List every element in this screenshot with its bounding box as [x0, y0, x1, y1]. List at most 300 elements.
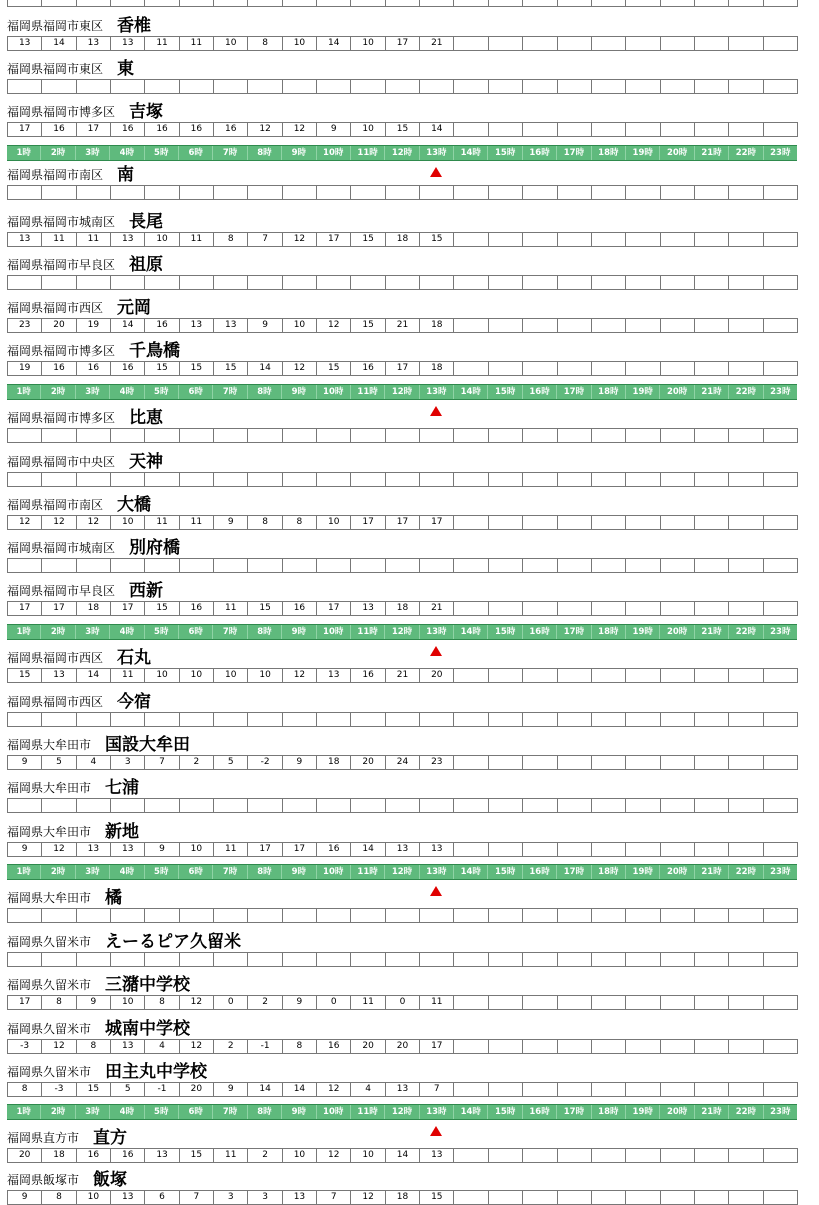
station-name: 田主丸中学校 — [105, 1062, 208, 1082]
value-cell — [317, 909, 351, 923]
hour-label: 4時 — [110, 865, 144, 879]
value-cell — [592, 1040, 626, 1054]
value-cell — [626, 429, 660, 443]
value-cell: 3 — [248, 1191, 282, 1205]
value-cell — [386, 0, 420, 7]
hour-label: 10時 — [317, 625, 351, 639]
hour-label: 12時 — [385, 146, 419, 160]
value-cell — [695, 996, 729, 1010]
value-cell: 20 — [386, 1040, 420, 1054]
value-cell: 9 — [317, 123, 351, 137]
value-cell — [626, 37, 660, 51]
value-cell: 2 — [248, 996, 282, 1010]
value-cell: 13 — [42, 669, 76, 683]
value-cell — [729, 602, 763, 616]
value-cell — [489, 909, 523, 923]
value-cell — [661, 233, 695, 247]
value-cell — [386, 909, 420, 923]
value-cell — [661, 473, 695, 487]
value-cell — [454, 1149, 488, 1163]
value-cell: 12 — [180, 1040, 214, 1054]
value-cell — [592, 1083, 626, 1097]
value-cell — [729, 276, 763, 290]
hour-label: 12時 — [385, 1105, 419, 1119]
value-cell: 0 — [317, 996, 351, 1010]
value-cell — [558, 1149, 592, 1163]
value-cell: 8 — [283, 1040, 317, 1054]
value-cell — [523, 1040, 557, 1054]
value-cell — [145, 799, 179, 813]
hour-label: 22時 — [729, 146, 763, 160]
current-hour-marker-icon — [430, 886, 442, 896]
value-cell — [283, 713, 317, 727]
value-cell — [77, 429, 111, 443]
hour-label: 19時 — [626, 625, 660, 639]
station-name: 石丸 — [117, 648, 152, 668]
value-cell: 11 — [180, 516, 214, 530]
value-cell — [729, 756, 763, 770]
value-cell: 20 — [420, 669, 454, 683]
value-cell — [248, 713, 282, 727]
value-cell: 17 — [386, 362, 420, 376]
hour-label: 2時 — [41, 385, 75, 399]
hour-label: 21時 — [695, 865, 729, 879]
hour-label: 10時 — [317, 385, 351, 399]
value-cell — [214, 80, 248, 94]
value-cell — [145, 473, 179, 487]
value-cell — [248, 429, 282, 443]
value-cell — [558, 276, 592, 290]
value-cell: 13 — [214, 319, 248, 333]
station-name: 比恵 — [129, 408, 164, 428]
hour-label: 16時 — [523, 865, 557, 879]
hour-label: 3時 — [76, 865, 110, 879]
value-cell: 8 — [145, 996, 179, 1010]
hour-label: 13時 — [420, 146, 454, 160]
value-cell — [180, 713, 214, 727]
value-cell — [764, 123, 798, 137]
hour-label: 8時 — [248, 1105, 282, 1119]
hour-label: 20時 — [660, 865, 694, 879]
hour-label: 13時 — [420, 625, 454, 639]
value-cell — [523, 276, 557, 290]
value-cell: 12 — [77, 516, 111, 530]
value-cell — [420, 0, 454, 7]
hour-header-bar — [7, 145, 797, 161]
value-cell — [317, 186, 351, 200]
value-cell — [454, 909, 488, 923]
hour-label: 11時 — [351, 625, 385, 639]
value-cell — [386, 80, 420, 94]
value-cell — [454, 1191, 488, 1205]
value-cell — [592, 799, 626, 813]
value-cell — [523, 319, 557, 333]
value-cell — [695, 559, 729, 573]
value-cell — [351, 799, 385, 813]
value-cell: 12 — [42, 516, 76, 530]
hourly-values-row — [7, 601, 798, 616]
value-cell — [386, 713, 420, 727]
value-cell — [523, 473, 557, 487]
value-cell — [386, 276, 420, 290]
value-cell — [523, 0, 557, 7]
value-cell: 13 — [111, 1191, 145, 1205]
hour-label: 10時 — [317, 146, 351, 160]
value-cell — [489, 1149, 523, 1163]
hour-header-bar — [7, 384, 797, 400]
value-cell: 13 — [8, 233, 42, 247]
value-cell — [248, 80, 282, 94]
value-cell — [592, 319, 626, 333]
station-name: 元岡 — [117, 298, 152, 318]
hour-label: 23時 — [770, 148, 791, 158]
value-cell — [111, 799, 145, 813]
hour-label: 16時 — [523, 1105, 557, 1119]
value-cell: 10 — [248, 669, 282, 683]
value-cell — [386, 429, 420, 443]
value-cell — [695, 186, 729, 200]
value-cell: 13 — [351, 602, 385, 616]
value-cell: 17 — [420, 1040, 454, 1054]
value-cell: 10 — [180, 843, 214, 857]
value-cell — [558, 319, 592, 333]
value-cell: 14 — [77, 669, 111, 683]
value-cell — [558, 1083, 592, 1097]
station-region: 福岡県大牟田市 — [7, 738, 92, 752]
value-cell — [489, 319, 523, 333]
value-cell — [695, 429, 729, 443]
hour-label: 17時 — [557, 865, 591, 879]
value-cell — [317, 953, 351, 967]
hour-label: 8時 — [248, 146, 282, 160]
hourly-values-row — [7, 36, 798, 51]
value-cell — [351, 80, 385, 94]
value-cell: 18 — [386, 1191, 420, 1205]
value-cell — [558, 1040, 592, 1054]
hourly-values-row — [7, 428, 798, 443]
value-cell — [523, 1083, 557, 1097]
value-cell — [661, 80, 695, 94]
station-region: 福岡県福岡市城南区 — [7, 541, 116, 555]
hour-label: 15時 — [488, 146, 522, 160]
value-cell — [489, 37, 523, 51]
hour-label: 6時 — [179, 1105, 213, 1119]
hourly-values-row — [7, 798, 798, 813]
value-cell — [77, 186, 111, 200]
value-cell — [454, 362, 488, 376]
value-cell: -3 — [42, 1083, 76, 1097]
value-cell — [558, 843, 592, 857]
value-cell: 16 — [180, 602, 214, 616]
value-cell: 10 — [283, 1149, 317, 1163]
value-cell — [214, 276, 248, 290]
value-cell — [695, 276, 729, 290]
hour-label: 3時 — [76, 625, 110, 639]
value-cell — [420, 559, 454, 573]
value-cell — [145, 559, 179, 573]
value-cell: 9 — [283, 756, 317, 770]
hourly-values-row — [7, 275, 798, 290]
value-cell — [523, 799, 557, 813]
value-cell: 14 — [351, 843, 385, 857]
value-cell — [489, 559, 523, 573]
hour-label: 23時 — [770, 627, 791, 637]
value-cell — [661, 843, 695, 857]
value-cell — [626, 186, 660, 200]
hour-label: 3時 — [76, 385, 110, 399]
value-cell — [386, 186, 420, 200]
value-cell — [77, 953, 111, 967]
value-cell — [42, 559, 76, 573]
value-cell: 18 — [420, 362, 454, 376]
value-cell — [523, 953, 557, 967]
value-cell: 11 — [180, 37, 214, 51]
station-region: 福岡県福岡市城南区 — [7, 215, 116, 229]
value-cell — [214, 0, 248, 7]
value-cell — [523, 1149, 557, 1163]
value-cell — [180, 429, 214, 443]
value-cell — [351, 713, 385, 727]
value-cell: 20 — [180, 1083, 214, 1097]
value-cell — [42, 186, 76, 200]
hour-label: 1時 — [7, 625, 41, 639]
station-region: 福岡県大牟田市 — [7, 781, 92, 795]
value-cell — [626, 996, 660, 1010]
hour-label: 7時 — [213, 385, 247, 399]
value-cell — [695, 843, 729, 857]
hour-label: 23時 — [770, 1107, 791, 1117]
value-cell — [695, 37, 729, 51]
value-cell — [523, 80, 557, 94]
value-cell: 16 — [111, 1149, 145, 1163]
value-cell — [77, 0, 111, 7]
value-cell: 16 — [77, 1149, 111, 1163]
value-cell — [729, 799, 763, 813]
value-cell — [454, 713, 488, 727]
value-cell — [764, 909, 798, 923]
value-cell — [523, 37, 557, 51]
value-cell — [8, 473, 42, 487]
value-cell: 7 — [180, 1191, 214, 1205]
value-cell: 11 — [351, 996, 385, 1010]
value-cell — [592, 909, 626, 923]
value-cell: 16 — [317, 843, 351, 857]
value-cell: 16 — [111, 123, 145, 137]
value-cell — [626, 953, 660, 967]
value-cell: 8 — [77, 1040, 111, 1054]
value-cell: 2 — [214, 1040, 248, 1054]
value-cell: 17 — [386, 516, 420, 530]
value-cell — [661, 953, 695, 967]
value-cell — [180, 953, 214, 967]
value-cell — [8, 559, 42, 573]
value-cell: 15 — [145, 602, 179, 616]
value-cell — [317, 559, 351, 573]
value-cell — [764, 516, 798, 530]
value-cell — [695, 1040, 729, 1054]
value-cell: 14 — [111, 319, 145, 333]
value-cell — [764, 713, 798, 727]
value-cell: 15 — [77, 1083, 111, 1097]
value-cell: 14 — [386, 1149, 420, 1163]
value-cell: 10 — [214, 669, 248, 683]
value-cell — [661, 996, 695, 1010]
value-cell — [729, 80, 763, 94]
value-cell: 9 — [8, 756, 42, 770]
value-cell — [283, 186, 317, 200]
value-cell — [351, 953, 385, 967]
value-cell — [626, 473, 660, 487]
hour-label: 8時 — [248, 625, 282, 639]
station-region: 福岡県福岡市南区 — [7, 168, 104, 182]
value-cell: -3 — [8, 1040, 42, 1054]
value-cell — [283, 559, 317, 573]
value-cell — [180, 0, 214, 7]
value-cell — [558, 713, 592, 727]
value-cell: 15 — [145, 362, 179, 376]
value-cell — [764, 362, 798, 376]
value-cell — [592, 669, 626, 683]
value-cell: 4 — [145, 1040, 179, 1054]
current-hour-marker-icon — [430, 167, 442, 177]
value-cell — [764, 799, 798, 813]
value-cell: 2 — [180, 756, 214, 770]
value-cell: 13 — [420, 843, 454, 857]
value-cell — [351, 276, 385, 290]
value-cell — [454, 233, 488, 247]
value-cell — [420, 186, 454, 200]
value-cell — [558, 1191, 592, 1205]
hour-header-bar — [7, 624, 797, 640]
hour-label: 9時 — [282, 1105, 316, 1119]
value-cell — [248, 473, 282, 487]
hour-label: 1時 — [7, 1105, 41, 1119]
hour-label: 22時 — [729, 1105, 763, 1119]
value-cell: 10 — [111, 516, 145, 530]
value-cell — [351, 429, 385, 443]
value-cell: 2 — [248, 1149, 282, 1163]
value-cell — [77, 909, 111, 923]
value-cell — [729, 669, 763, 683]
value-cell — [661, 1191, 695, 1205]
hour-label: 6時 — [179, 865, 213, 879]
station-name: 祖原 — [129, 255, 164, 275]
value-cell: 8 — [283, 516, 317, 530]
value-cell — [626, 516, 660, 530]
value-cell — [180, 559, 214, 573]
value-cell — [8, 429, 42, 443]
value-cell — [248, 276, 282, 290]
value-cell — [111, 953, 145, 967]
value-cell — [77, 80, 111, 94]
value-cell — [283, 473, 317, 487]
value-cell — [77, 473, 111, 487]
hour-label: 21時 — [695, 625, 729, 639]
station-region: 福岡県久留米市 — [7, 978, 92, 992]
hour-label: 1時 — [7, 865, 41, 879]
value-cell — [454, 80, 488, 94]
value-cell — [420, 909, 454, 923]
value-cell — [558, 186, 592, 200]
value-cell — [77, 799, 111, 813]
value-cell — [592, 996, 626, 1010]
value-cell — [180, 799, 214, 813]
value-cell — [626, 123, 660, 137]
hour-label: 5時 — [145, 146, 179, 160]
value-cell — [351, 473, 385, 487]
hour-label: 12時 — [385, 625, 419, 639]
value-cell — [626, 0, 660, 7]
value-cell — [764, 429, 798, 443]
value-cell — [145, 909, 179, 923]
value-cell — [8, 186, 42, 200]
value-cell — [558, 909, 592, 923]
station-region: 福岡県大牟田市 — [7, 891, 92, 905]
value-cell — [695, 1149, 729, 1163]
value-cell: 17 — [42, 602, 76, 616]
value-cell: 17 — [8, 602, 42, 616]
value-cell — [77, 276, 111, 290]
hour-label: 20時 — [660, 146, 694, 160]
hour-label: 18時 — [592, 1105, 626, 1119]
value-cell: 12 — [248, 123, 282, 137]
value-cell — [729, 843, 763, 857]
value-cell: 14 — [420, 123, 454, 137]
value-cell — [661, 602, 695, 616]
value-cell — [523, 233, 557, 247]
value-cell: 17 — [386, 37, 420, 51]
value-cell — [180, 186, 214, 200]
value-cell: 17 — [248, 843, 282, 857]
value-cell — [558, 37, 592, 51]
value-cell — [592, 602, 626, 616]
value-cell: 12 — [283, 123, 317, 137]
value-cell — [661, 0, 695, 7]
value-cell — [729, 362, 763, 376]
value-cell — [489, 799, 523, 813]
hour-label: 9時 — [282, 146, 316, 160]
value-cell — [695, 233, 729, 247]
value-cell — [317, 0, 351, 7]
hour-label: 14時 — [454, 385, 488, 399]
value-cell: 9 — [8, 1191, 42, 1205]
value-cell: 16 — [180, 123, 214, 137]
value-cell: 16 — [77, 362, 111, 376]
hour-label: 4時 — [110, 625, 144, 639]
station-name: 別府橋 — [129, 538, 181, 558]
value-cell — [489, 843, 523, 857]
hour-label: 9時 — [282, 625, 316, 639]
value-cell: 16 — [145, 123, 179, 137]
value-cell — [695, 756, 729, 770]
value-cell: 19 — [77, 319, 111, 333]
value-cell — [661, 123, 695, 137]
value-cell — [661, 429, 695, 443]
station-region: 福岡県大牟田市 — [7, 825, 92, 839]
value-cell — [317, 713, 351, 727]
station-name: 吉塚 — [129, 102, 164, 122]
value-cell — [489, 756, 523, 770]
hour-label: 3時 — [76, 146, 110, 160]
value-cell — [145, 186, 179, 200]
value-cell: 20 — [8, 1149, 42, 1163]
value-cell — [489, 953, 523, 967]
value-cell — [558, 0, 592, 7]
value-cell: 15 — [214, 362, 248, 376]
value-cell — [695, 473, 729, 487]
value-cell: 21 — [386, 669, 420, 683]
value-cell: 15 — [180, 1149, 214, 1163]
